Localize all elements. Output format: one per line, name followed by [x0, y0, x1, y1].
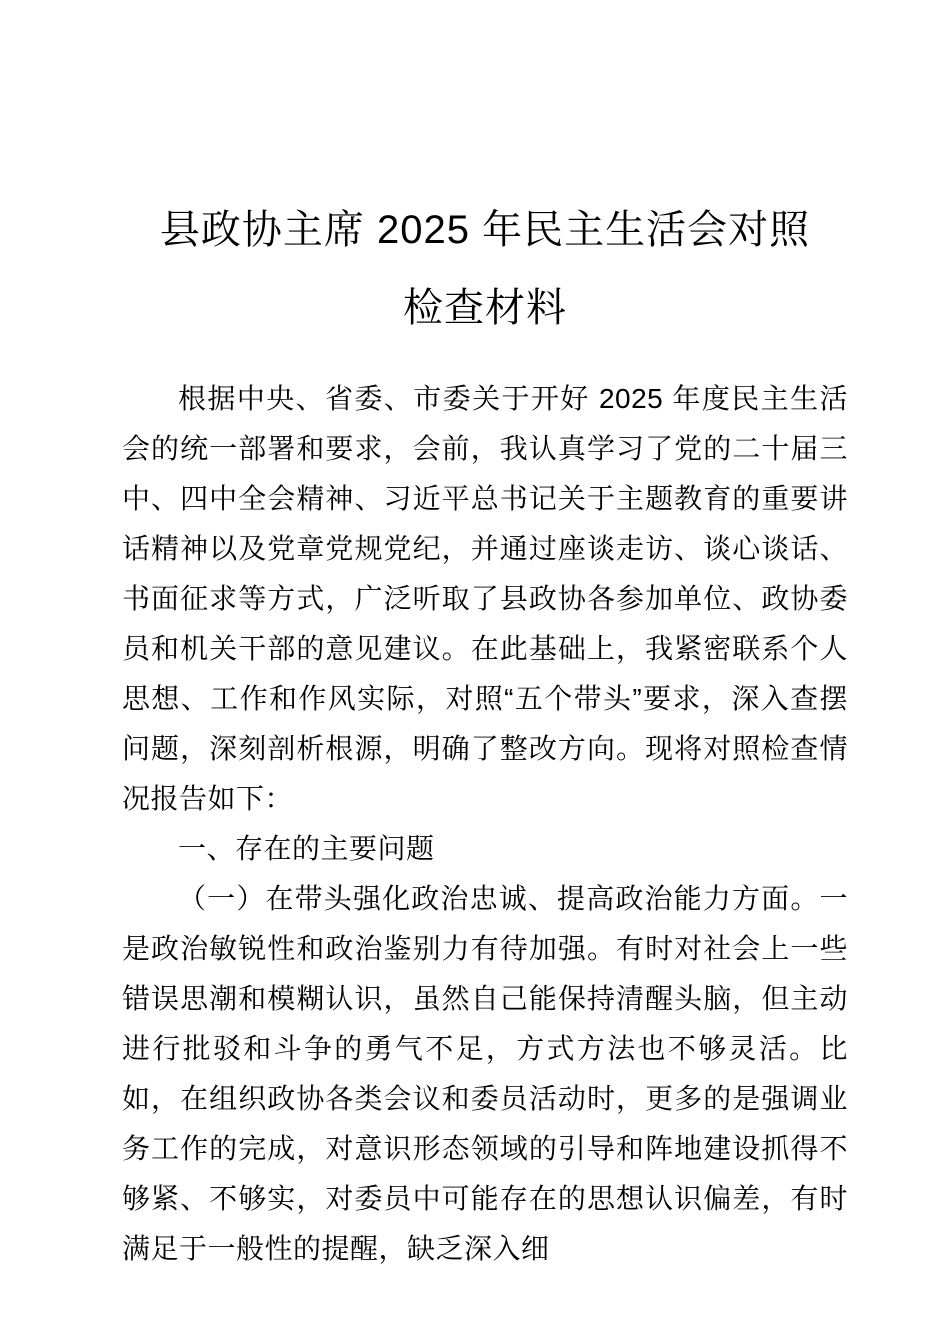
- document-title: [122, 191, 848, 347]
- body-paragraph: （一）在带头强化政治忠诚、提高政治能力方面。一是政治敏锐性和政治鉴别力有待加强。有时对社会上一些错误思潮和模糊认识，虽然自己能保持清醒头脑，但主动进行批驳和斗争的勇气不足，方式方法也不够灵活。比如，在组织政协各类会议和委员活动时，更多的是强调业务工作的完成，对意识形态领域的引导和阵地建设抓得不够紧、不够实，对委员中可能存在的思想认识偏差，有时满足于一般性的提醒，缺乏深入细: [122, 882, 848, 1264]
- document-content: [122, 164, 848, 1274]
- body-paragraph: 根据中央、省委、市委关于开好 2025 年度民主生活会的统一部署和要求，会前，我认真学习了党的二十届三中、四中全会精神、习近平总书记关于主题教育的重要讲话精神以及党章党规党纪，并通过座谈走访、谈心谈话、书面征求等方式，广泛听取了县政协各参加单位、政协委员和机关干部的意见建议。在此基础上，我紧密联系个人思想、工作和作风实际，对照“五个带头”要求，深入查摆问题，深刻剖析根源，明确了整改方向。现将对照检查情况报告如下：: [122, 382, 848, 814]
- section-heading: 一、存在的主要问题: [178, 832, 435, 864]
- document-title-line-2: 检查材料: [403, 285, 567, 330]
- document-title-line-1: 县政协主席 2025 年民主生活会对照: [159, 207, 811, 252]
- document-body: [122, 374, 848, 1274]
